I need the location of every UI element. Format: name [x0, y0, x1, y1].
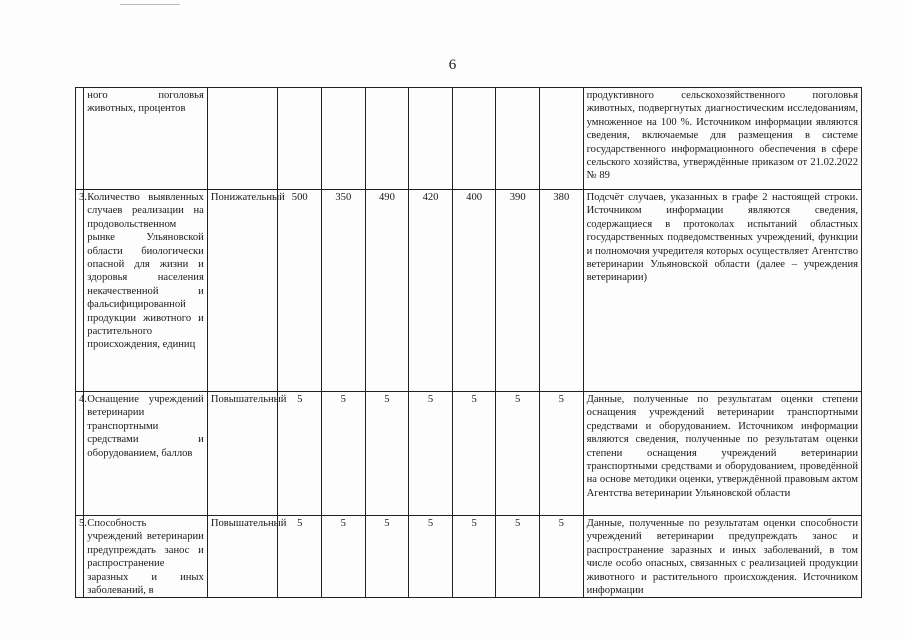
value-cell: 5: [496, 392, 540, 516]
indicator-description: Подсчёт случаев, указанных в графе 2 настоящей строки. Источником информации являются сведения, содержащиеся в протоколах испытаний областных государственных подведомственных учреждений, функции и полномочия учредителя которых осуществляет Агентство ветеринарии Ульяновской области (далее – учреждения ветеринарии): [583, 190, 861, 392]
table-row: [76, 392, 862, 516]
row-number: [76, 88, 84, 190]
value-cell: [409, 88, 453, 190]
value-cell: 5: [452, 392, 496, 516]
indicator-name: Способность учреждений ветеринарии предупреждать занос и распространение заразных и иных заболеваний, в: [84, 516, 208, 598]
value-cell: [322, 88, 366, 190]
value-cell: 5: [409, 392, 453, 516]
value-cell: 5: [365, 516, 409, 598]
indicator-direction: Повышательный: [207, 392, 278, 516]
indicators-table: [75, 87, 862, 598]
indicator-name: ного поголовья животных, процентов: [84, 88, 208, 190]
value-cell: 5: [540, 392, 584, 516]
indicator-direction: Повышательный: [207, 516, 278, 598]
indicator-name: Оснащение учреждений ветеринарии транспортными средствами и оборудованием, баллов: [84, 392, 208, 516]
indicator-direction: Понижательный: [207, 190, 278, 392]
table-row: [76, 190, 862, 392]
value-cell: [365, 88, 409, 190]
row-number: 3.: [76, 190, 84, 392]
value-cell: 5: [322, 516, 366, 598]
value-cell: 5: [322, 392, 366, 516]
top-edge-line: [120, 4, 180, 5]
value-cell: [278, 88, 322, 190]
value-cell: [496, 88, 540, 190]
table-row: [76, 516, 862, 598]
value-cell: 490: [365, 190, 409, 392]
value-cell: 500: [278, 190, 322, 392]
value-cell: 390: [496, 190, 540, 392]
indicator-description: Данные, полученные по результатам оценки степени оснащения учреждений ветеринарии транспортными средствами и оборудованием. Источником информации являются сведения, полученные по результатам оценки степени оснащения учреждений ветеринарии транспортными средствами и оборудованием, проведённой на основе методики оценки, утверждённой правовым актом Агентства ветеринарии Ульяновской области: [583, 392, 861, 516]
value-cell: 5: [365, 392, 409, 516]
value-cell: 5: [409, 516, 453, 598]
value-cell: 5: [540, 516, 584, 598]
indicator-direction: [207, 88, 278, 190]
row-number: 5.: [76, 516, 84, 598]
value-cell: [452, 88, 496, 190]
value-cell: 5: [278, 516, 322, 598]
value-cell: 5: [452, 516, 496, 598]
value-cell: 350: [322, 190, 366, 392]
value-cell: 420: [409, 190, 453, 392]
row-number: 4.: [76, 392, 84, 516]
table-row: [76, 88, 862, 190]
value-cell: 5: [278, 392, 322, 516]
indicator-description: Данные, полученные по результатам оценки способности учреждений ветеринарии предупреждать занос и распространение заразных и иных заболеваний, в том числе особо опасных, связанных с реализацией продукции животного и растительного происхождения. Источником информации: [583, 516, 861, 598]
value-cell: 5: [496, 516, 540, 598]
indicator-name: Количество выявленных случаев реализации на продовольственном рынке Ульяновской области биологически опасной для жизни и здоровья населения некачественной и фальсифицированной продукции животного и растительного происхождения, единиц: [84, 190, 208, 392]
page-number: 6: [448, 57, 457, 73]
value-cell: 400: [452, 190, 496, 392]
value-cell: 380: [540, 190, 584, 392]
indicator-description: продуктивного сельскохозяйственного поголовья животных, подвергнутых диагностическим исследованиям, умноженное на 100 %. Источником информации являются сведения, включаемые для размещения в системе государственного информационного обеспечения в сфере сельского хозяйства, утверждённые приказом от 21.02.2022 № 89: [583, 88, 861, 190]
value-cell: [540, 88, 584, 190]
